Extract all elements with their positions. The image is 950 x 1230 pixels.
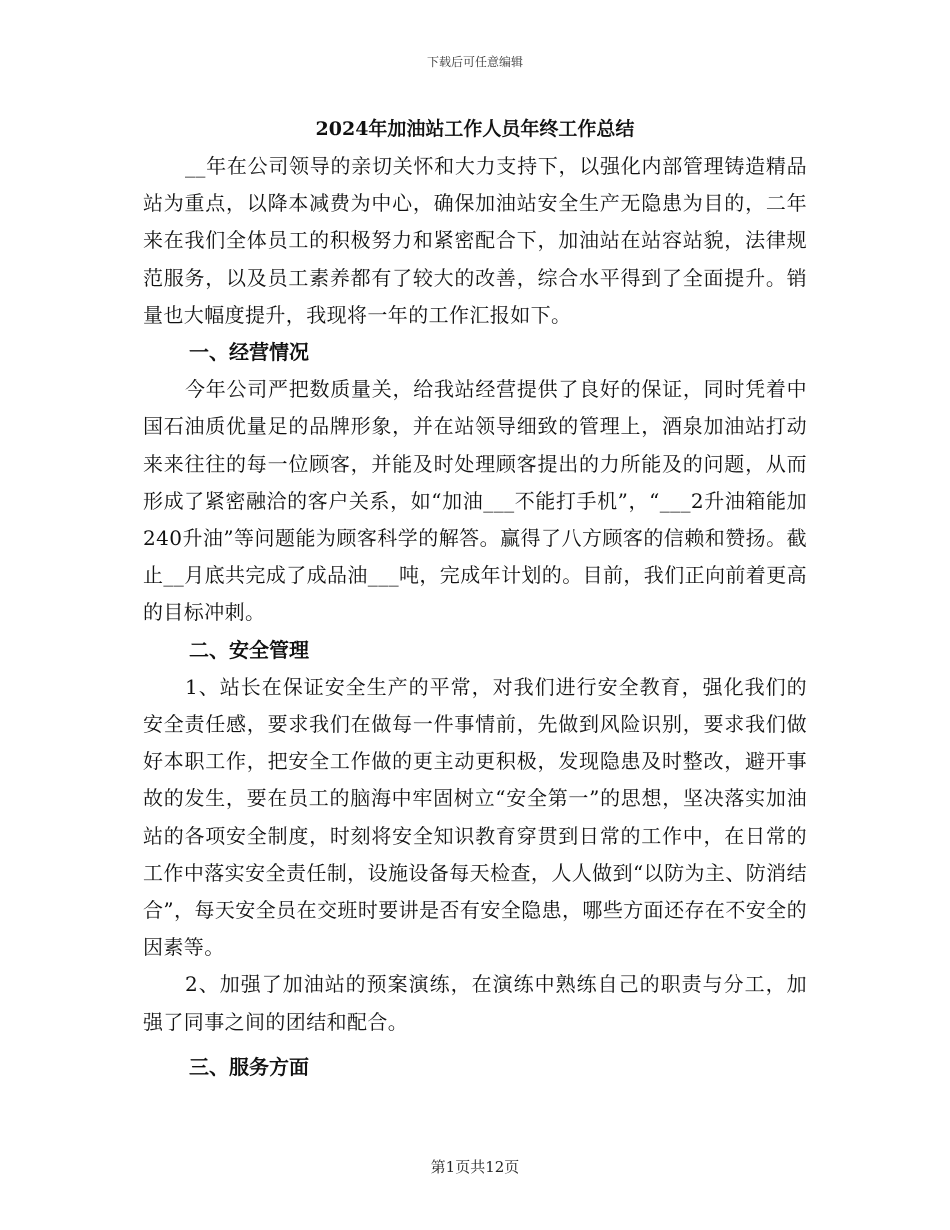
operations-paragraph: 今年公司严把数质量关，给我站经营提供了良好的保证，同时凭着中国石油质优量足的品牌形象，并在站领导细致的管理上，酒泉加油站打动来来往往的每一位顾客，并能及时处理顾客提出的力所能及的问题，从而形成了紧密融洽的客户关系，如“加油___不能打手机”，“___2升油箱能加240升油”等问题能为顾客科学的解答。赢得了八方顾客的信赖和赞扬。截止__月底共完成了成品油___吨，完成年计划的。目前，我们正向前着更高的目标冲刺。 — [143, 377, 807, 625]
section-heading-service: 三、服务方面 — [189, 1054, 309, 1079]
safety-paragraph-2: 2、加强了加油站的预案演练，在演练中熟练自己的职责与分工，加强了同事之间的团结和配合。 — [143, 972, 807, 1034]
section-heading-safety: 二、安全管理 — [189, 637, 309, 662]
document-body — [143, 112, 807, 1086]
header-note: 下载后可任意编辑 — [426, 55, 523, 69]
intro-paragraph: __年在公司领导的亲切关怀和大力支持下，以强化内部管理铸造精品站为重点，以降本减费为中心，确保加油站安全生产无隐患为目的，二年来在我们全体员工的积极努力和紧密配合下，加油站在站容站貌，法律规范服务，以及员工素养都有了较大的改善，综合水平得到了全面提升。销量也大幅度提升，我现将一年的工作汇报如下。 — [143, 154, 807, 327]
safety-paragraph-1: 1、站长在保证安全生产的平常，对我们进行安全教育，强化我们的安全责任感，要求我们在做每一件事情前，先做到风险识别，要求我们做好本职工作，把安全工作做的更主动更积极，发现隐患及时整改，避开事故的发生，要在员工的脑海中牢固树立“安全第一”的思想，坚决落实加油站的各项安全制度，时刻将安全知识教育穿贯到日常的工作中，在日常的工作中落实安全责任制，设施设备每天检查，人人做到“以防为主、防消结合”，每天安全员在交班时要讲是否有安全隐患，哪些方面还存在不安全的因素等。 — [143, 674, 807, 960]
document-title: 2024年加油站工作人员年终工作总结 — [315, 118, 635, 140]
section-heading-operations: 一、经营情况 — [189, 340, 309, 365]
page-footer: 第1页共12页 — [430, 1158, 520, 1176]
